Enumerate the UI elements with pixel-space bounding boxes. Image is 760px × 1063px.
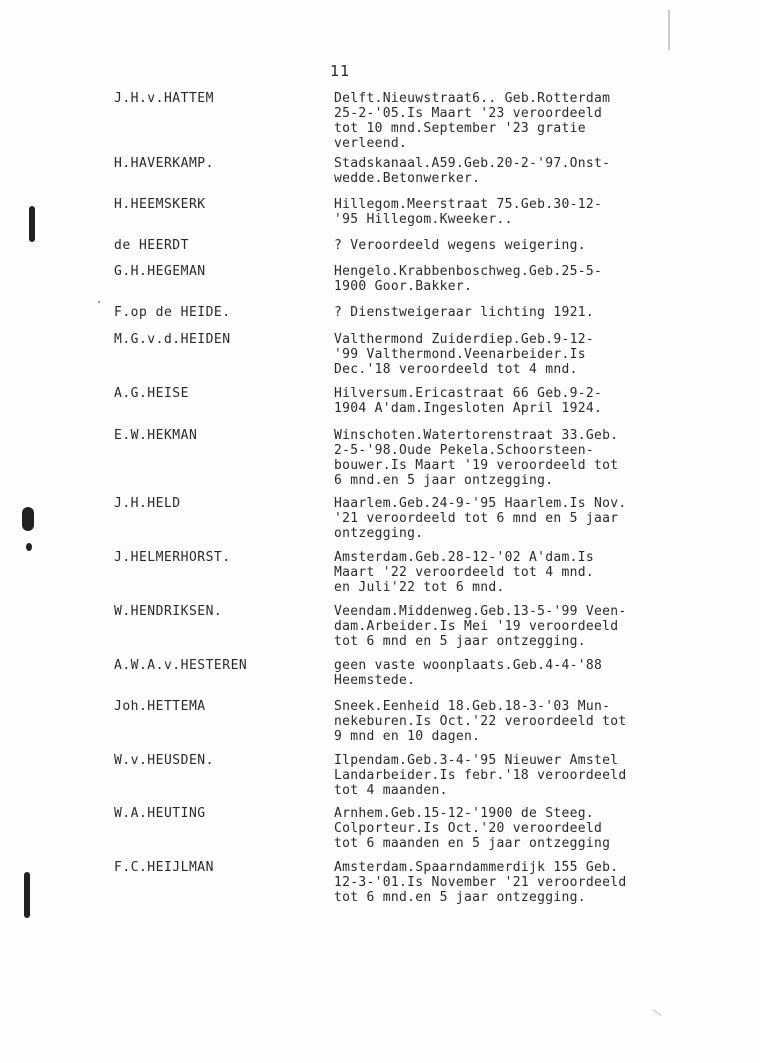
detail-line: 2-5-'98.Oude Pekela.Schoorsteen- [334,443,595,458]
detail-line: bouwer.Is Maart '19 veroordeeld tot [334,458,619,473]
detail-line: Colporteur.Is Oct.'20 veroordeeld [334,821,603,836]
detail-line: 9 mnd en 10 dagen. [334,729,481,744]
detail-line: verleend. [334,136,408,151]
detail-line: wedde.Betonwerker. [334,171,481,186]
entry-name-9: J.H.HELD [114,496,181,511]
detail-line: Maart '22 veroordeeld tot 4 mnd. [334,565,595,580]
detail-line: Landarbeider.Is febr.'18 veroordeeld [334,768,627,783]
detail-line: Haarlem.Geb.24-9-'95 Haarlem.Is Nov. [334,496,627,511]
detail-line: 12-3-'01.Is November '21 veroordeeld [334,875,627,890]
entry-details-1 [334,156,634,186]
detail-line: en Juli'22 tot 6 mnd. [334,580,505,595]
entry-details-0 [334,91,634,151]
detail-line: Delft.Nieuwstraat6.. Geb.Rotterdam [334,91,611,106]
detail-line: Stadskanaal.A59.Geb.20-2-'97.Onst- [334,156,611,171]
detail-line: Amsterdam.Geb.28-12-'02 A'dam.Is [334,550,595,565]
detail-line: Winschoten.Watertorenstraat 33.Geb. [334,428,619,443]
detail-line: 25-2-'05.Is Maart '23 veroordeeld [334,106,603,121]
page-number: 11 [330,62,351,80]
entry-name-2: H.HEEMSKERK [114,197,206,212]
entry-details-15 [334,806,634,851]
detail-line: Hengelo.Krabbenboschweg.Geb.25-5- [334,264,603,279]
detail-line: Amsterdam.Spaarndammerdijk 155 Geb. [334,860,619,875]
detail-line: '99 Valthermond.Veenarbeider.Is [334,347,586,362]
detail-line: 1900 Goor.Bakker. [334,279,473,294]
scan-speck [653,1009,662,1016]
entry-details-6 [334,332,634,377]
detail-line: Sneek.Eenheid 18.Geb.18-3-'03 Mun- [334,699,611,714]
detail-line: nekeburen.Is Oct.'22 veroordeeld tot [334,714,627,729]
entry-name-7: A.G.HEISE [114,386,189,401]
entry-name-3: de HEERDT [114,238,189,253]
punch-hole-mark [29,206,35,242]
detail-line: tot 4 maanden. [334,783,448,798]
entry-name-4: G.H.HEGEMAN [114,264,206,279]
detail-line: tot 6 mnd.en 5 jaar ontzegging. [334,890,586,905]
entry-details-5 [334,305,634,320]
entry-name-11: W.HENDRIKSEN. [114,604,223,619]
detail-line: Arnhem.Geb.15-12-'1900 de Steeg. [334,806,595,821]
detail-line: Heemstede. [334,673,416,688]
detail-line: ? Dienstweigeraar lichting 1921. [334,305,595,320]
detail-line: '95 Hillegom.Kweeker.. [334,212,513,227]
entry-name-8: E.W.HEKMAN [114,428,198,443]
entry-details-4 [334,264,634,294]
entry-name-12: A.W.A.v.HESTEREN [114,658,248,673]
entry-name-13: Joh.HETTEMA [114,699,206,714]
detail-line: tot 10 mnd.September '23 gratie [334,121,586,136]
entry-name-10: J.HELMERHORST. [114,550,231,565]
entry-details-12 [334,658,634,688]
entry-name-15: W.A.HEUTING [114,806,206,821]
detail-line: geen vaste woonplaats.Geb.4-4-'88 [334,658,603,673]
entry-details-13 [334,699,634,744]
entry-details-16 [334,860,634,905]
entry-name-6: M.G.v.d.HEIDEN [114,332,231,347]
detail-line: Hillegom.Meerstraat 75.Geb.30-12- [334,197,603,212]
detail-line: 6 mnd.en 5 jaar ontzegging. [334,473,554,488]
entry-name-1: H.HAVERKAMP. [114,156,214,171]
entry-name-5: F.op de HEIDE. [114,305,231,320]
entry-details-14 [334,753,634,798]
detail-line: Ilpendam.Geb.3-4-'95 Nieuwer Amstel [334,753,619,768]
entry-details-2 [334,197,634,227]
scan-speck [98,301,100,303]
punch-hole-mark [22,507,34,531]
detail-line: tot 6 maanden en 5 jaar ontzegging [334,836,611,851]
detail-line: 1904 A'dam.Ingesloten April 1924. [334,401,603,416]
entry-details-9 [334,496,634,541]
entry-details-10 [334,550,634,595]
detail-line: ? Veroordeeld wegens weigering. [334,238,586,253]
entry-name-16: F.C.HEIJLMAN [114,860,214,875]
entry-name-14: W.v.HEUSDEN. [114,753,214,768]
entry-name-0: J.H.v.HATTEM [114,91,214,106]
entry-details-7 [334,386,634,416]
entry-details-3 [334,238,634,253]
detail-line: Valthermond Zuiderdiep.Geb.9-12- [334,332,595,347]
entry-details-8 [334,428,634,488]
punch-hole-mark [24,872,30,918]
detail-line: ontzegging. [334,526,424,541]
entry-details-11 [334,604,634,649]
detail-line: tot 6 mnd en 5 jaar ontzegging. [334,634,586,649]
detail-line: Veendam.Middenweg.Geb.13-5-'99 Veen- [334,604,627,619]
detail-line: Dec.'18 veroordeeld tot 4 mnd. [334,362,578,377]
detail-line: Hilversum.Ericastraat 66 Geb.9-2- [334,386,603,401]
scan-speck [668,10,670,50]
detail-line: '21 veroordeeld tot 6 mnd en 5 jaar [334,511,619,526]
punch-hole-mark [26,543,32,551]
detail-line: dam.Arbeider.Is Mei '19 veroordeeld [334,619,619,634]
